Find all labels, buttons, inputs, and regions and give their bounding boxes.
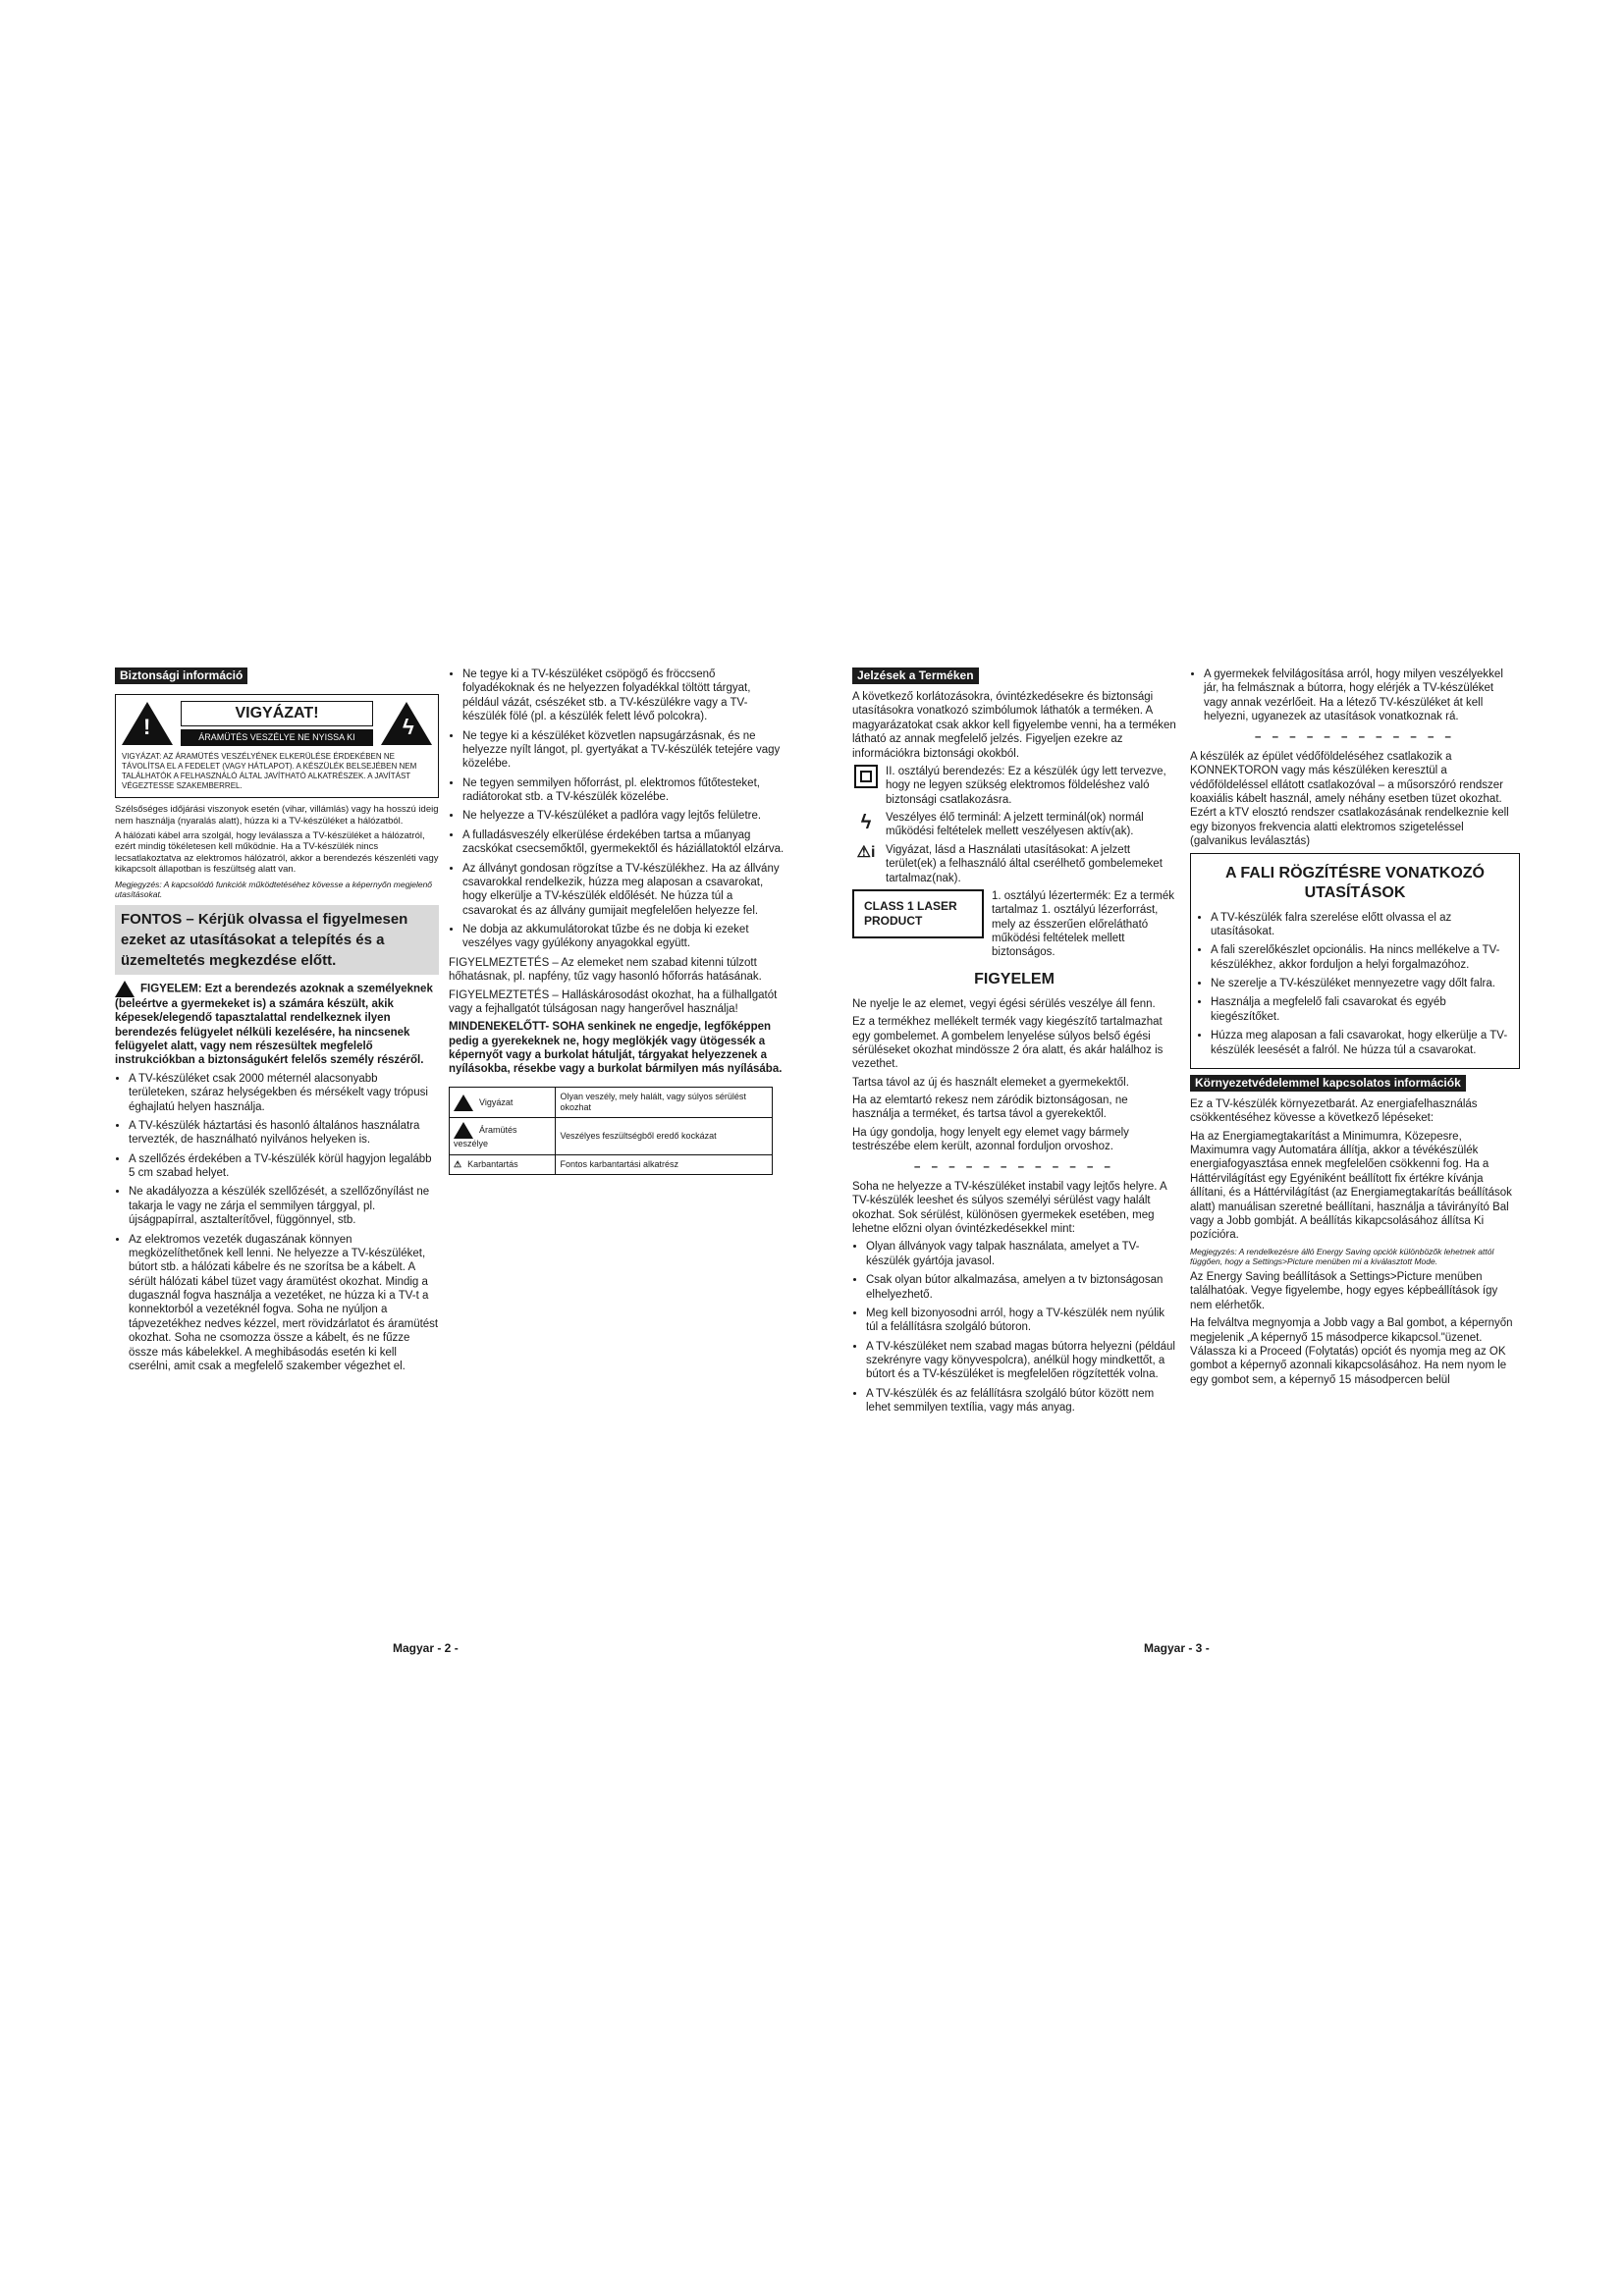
symbol-row	[852, 811, 1176, 839]
symbol-legend-table	[449, 1087, 773, 1175]
table-row	[450, 1087, 773, 1118]
exclamation-triangle-icon: !	[122, 702, 173, 745]
list-item: • Húzza meg alaposan a fali csavarokat, hogy elkerülje a TV-készülék leesését a falról. Ne húzza túl a csavarokat.	[1211, 1029, 1513, 1057]
symbol-desc: Vigyázat, lásd a Használati utasításokat: A jelzett terület(ek) a felhasználó által cserélhető gombelemeket tartalmaz(nak).	[886, 843, 1163, 884]
list-item: • Használja a megfelelő fali csavarokat és egyéb kiegészítőket.	[1211, 995, 1513, 1024]
page-number-left: Magyar - 2 -	[393, 1641, 459, 1655]
column-3	[852, 667, 1176, 1420]
list-item: • Ne tegyen semmilyen hőforrást, pl. elektromos fűtőtesteket, radiátorokat stb. a TV-készülék közelébe.	[462, 776, 787, 805]
lightning-icon: ϟ	[860, 812, 872, 833]
paragraph: A hálózati kábel arra szolgál, hogy leválassza a TV-készüléket a hálózatról, ezért mindig tökéletesen kell működnie. Ha a TV-készülék nincs lecsatlakoztatva az elektromos hálózatról, akkor a berendezés készenléti vagy kikapcsolt állapotban is feszültség alatt van.	[115, 830, 439, 876]
symbol-row	[852, 889, 1176, 960]
legend-desc: Veszélyes feszültségből eredő kockázat	[556, 1118, 773, 1154]
legend-desc: Olyan veszély, mely halált, vagy súlyos sérülést okozhat	[556, 1087, 773, 1118]
symbol-desc: 1. osztályú lézertermék: Ez a termék tartalmaz 1. osztályú lézerforrást, mely az ésszerűen előrelátható működési feltételek mellett biztonságos.	[992, 889, 1174, 959]
list-item: • A fali szerelőkészlet opcionális. Ha nincs mellékelve a TV-készülékhez, akkor forduljon a helyi forgalmazóhoz.	[1211, 943, 1513, 972]
list-item: • Ne szerelje a TV-készüléket mennyezetre vagy dőlt falra.	[1211, 977, 1513, 990]
paragraph: Ez a TV-készülék környezetbarát. Az energiafelhasználás csökkentéséhez kövesse a következő lépéseket:	[1190, 1097, 1478, 1125]
shock-icon	[454, 1122, 473, 1139]
wall-mount-heading: A FALI RÖGZÍTÉSRE VONATKOZÓ UTASÍTÁSOK	[1225, 864, 1485, 901]
legend-label: Áramütés veszélye	[450, 1118, 556, 1154]
paragraph: Ha az elemtartó rekesz nem záródik biztonságosan, ne használja a terméket, és tartsa távol a gyerekektől.	[852, 1095, 1128, 1121]
list-item: • Ne helyezze a TV-készüléket a padlóra vagy lejtős felületre.	[462, 809, 787, 823]
paragraph: Ha az Energiamegtakarítást a Minimumra, Közepesre, Maximumra vagy Automatára állítja, akkor a tévékészülék energiafogyasztása ennek megfelelően csökkenni fog. Ha a Háttérvilágítást egy Egyéniként beállított fix értékre kívánja állítani, és a Háttérvilágítást (az Energiamegtakarítás beállítások alatt) manuálisan szeretné beállítani, használja a távirányító Bal vagy a Jobb gombját. A beállítás kikapcsolásához állítsa Ki pozícióra.	[1190, 1130, 1512, 1242]
bullet-list	[1197, 911, 1513, 1057]
column-2	[449, 667, 787, 1175]
list-item: • Meg kell bizonyosodni arról, hogy a TV-készülék nem nyúlik túl a felállításra szolgáló bútoron.	[866, 1307, 1176, 1335]
page-number-right: Magyar - 3 -	[1144, 1641, 1210, 1655]
list-item: • A TV-készülék falra szerelése előtt olvassa el az utasításokat.	[1211, 911, 1513, 939]
table-row	[450, 1154, 773, 1174]
section-heading-safety: Biztonsági információ	[115, 667, 247, 684]
table-row	[450, 1118, 773, 1154]
paragraph: Ha felváltva megnyomja a Jobb vagy a Bal gombot, a képernyőn megjelenik „A képernyő 15 másodperce kikapcsol."üzenet. Válassza ki a Proceed (Folytatás) opciót és nyomja meg az OK gombot a képernyő azonnali kikapcsolásához. Ha nem nyom le egy gombot sem, a képernyő 15 másodpercen belül	[1190, 1317, 1513, 1386]
important-notice: FONTOS – Kérjük olvassa el figyelmesen ezeket az utasításokat a telepítés és a üzemeltetés megkezdése előtt.	[115, 905, 439, 975]
maintenance-icon: ⚠	[454, 1158, 462, 1169]
paragraph: A következő korlátozásokra, óvintézkedésekre és biztonsági utasításokra vonatkozó szimbólumok láthatók a terméken. A magyarázatokat csak akkor kell figyelembe venni, ha a terméken látható az annak megfelelő jelzés. Figyeljen ezekre az információkra biztonsági okokból.	[852, 691, 1176, 760]
paragraph: Ne nyelje le az elemet, vegyi égési sérülés veszélye áll fenn.	[852, 997, 1156, 1010]
list-item: • Olyan állványok vagy talpak használata, amelyet a TV-készülék gyártója javasol.	[866, 1240, 1176, 1268]
list-item: • Ne akadályozza a készülék szellőzését, a szellőzőnyílást ne takarja le vagy ne zárja el semmilyen tárggyal, pl. újságpapírral, asztalterítővel, függönnyel, stb.	[129, 1185, 439, 1227]
section-heading-markings: Jelzések a Terméken	[852, 667, 979, 684]
list-item: • Az elektromos vezeték dugaszának könnyen megközelíthetőnek kell lenni. Ne helyezze a TV-készüléket, bútort stb. a hálózati kábelre és ne szorítsa be a kábelt. A sérült hálózati kábel tüzet vagy áramütést okozhat. Mindig a dugasznál fogva használja a vezetéket, ne húzza ki a TV-t a konnektorból a vezetéknél fogva. Soha ne nyúljon a tápvezetékhez nedves kézzel, mert rövidzárlatot és áramütést okozhat. Soha ne csomozza össze a kábelt, és ne fűzze össze más kábelekkel. A meghibásodás esetén ki kell cserélni, amit csak a megfelelő szakember végezhet el.	[129, 1233, 439, 1374]
list-item: • Csak olyan bútor alkalmazása, amelyen a tv biztonságosan elhelyezhető.	[866, 1273, 1176, 1302]
paragraph: FIGYELMEZTETÉS – Az elemeket nem szabad kitenni túlzott hőhatásnak, pl. napfény, tűz vagy hasonló hőforrás hatásának.	[449, 956, 762, 984]
paragraph: FIGYELMEZTETÉS – Halláskárosodást okozhat, ha a fülhallgatót vagy a fejhallgatót túlságosan nagy hangerővel használja!	[449, 988, 778, 1015]
info-warning-icon: ⚠i	[856, 843, 876, 861]
caution-icon	[454, 1095, 473, 1111]
paragraph: Az Energy Saving beállítások a Settings>Picture menüben találhatóak. Vegye figyelembe, hogy egyes képbeállítások így nem elérhetők.	[1190, 1271, 1498, 1311]
bullet-list	[449, 667, 787, 951]
bullet-list	[1190, 667, 1520, 724]
symbol-row	[852, 843, 1176, 885]
wall-mount-box	[1190, 853, 1520, 1069]
bullet-list	[115, 1072, 439, 1374]
list-item: • A TV-készüléket nem szabad magas bútorra helyezni (például szekrényre vagy könyvespolcra), anélkül hogy mindkettőt, a bútort és a TV-készüléket is megfelelően rögzítették volna.	[866, 1340, 1176, 1382]
lightning-triangle-icon: ϟ	[381, 702, 432, 745]
caution-paragraph: FIGYELEM: Ezt a berendezés azoknak a személyeknek (beleértve a gyermekeket is) a számára készült, akik képesek/elegendő tapasztalattal rendelkeznek ilyen berendezés felügyelet nélküli kezelésére, ha nincsenek felügyelet alatt, vagy nem részesültek megfelelő instrukciókban a biztonságukért felelős személy részéről.	[115, 981, 439, 1068]
list-item: • A TV-készüléket csak 2000 méternél alacsonyabb területeken, száraz helységekben és mérsékelt vagy trópusi éghajlatú helyen használja.	[129, 1072, 439, 1114]
paragraph: Ez a termékhez mellékelt termék vagy kiegészítő tartalmazhat egy gombelemet. A gombelem lenyelése súlyos belső égési sérüléseket okozhat mindössze 2 óra alatt, és akár halálhoz is vezethet.	[852, 1016, 1164, 1071]
note: Megjegyzés: A kapcsolódó funkciók működtetéséhez kövesse a képernyőn megjelenő utasításokat.	[115, 879, 433, 899]
list-item: • Ne tegye ki a készüléket közvetlen napsugárzásnak, és ne helyezze nyílt lángot, pl. gyertyákat a TV-készülék tetejére vagy közelébe.	[462, 729, 787, 772]
divider: – – – – – – – – – – – –	[1255, 730, 1455, 743]
caution-icon	[115, 981, 135, 997]
list-item: • A TV-készülék háztartási és hasonló általános használatra tervezték, de használható nyilvános helyeken is.	[129, 1119, 439, 1148]
paragraph: Ha úgy gondolja, hogy lenyelt egy elemet vagy bármely testrészébe elem került, azonnal forduljon orvoshoz.	[852, 1126, 1129, 1153]
symbol-desc: II. osztályú berendezés: Ez a készülék úgy lett tervezve, hogy ne legyen szükség elektromos földeléshez való biztonsági csatlakozásra.	[886, 765, 1166, 806]
paragraph: MINDENEKELŐTT- SOHA senkinek ne engedje, legfőképpen pedig a gyerekeknek ne, hogy meglökjék vagy ütögessék a képernyőt vagy a burkolat hátulját, tárgyakat helyezzenek a nyílásokba, résekbe vagy a burkolat bármilyen más nyílásába.	[449, 1021, 783, 1076]
list-item: • A fulladásveszély elkerülése érdekében tartsa a műanyag zacskókat csecsemőktől, gyermekektől és háziállatoktól elzárva.	[462, 828, 787, 857]
list-item: • Ne tegye ki a TV-készüléket csöpögő és fröccsenő folyadékoknak és ne helyezzen folyadékkal töltött tárgyat, például vázát, csészéket stb. a TV-készülékre vagy a TV-készülék fölé (pl. a készülék felett lévő polcokra).	[462, 667, 787, 724]
paragraph: Soha ne helyezze a TV-készüléket instabil vagy lejtős helyre. A TV-készülék leeshet és súlyos személyi sérülést vagy halált okozhat. Sok sérülést, különösen gyermekek esetében, meg lehetne előzni olyan óvintézkedésekkel mint:	[852, 1180, 1167, 1235]
legend-label: ⚠ Karbantartás	[450, 1154, 556, 1174]
list-item: • Az állványt gondosan rögzítse a TV-készülékhez. Ha az állvány csavarokkal rendelkezik, húzza meg alaposan a csavarokat, hogy elkerülje a TV-készülék eldőlését. Ne húzza túl a csavarokat és az állvány gumijait megfelelően helyezze fel.	[462, 862, 787, 919]
column-1	[115, 667, 439, 1378]
warning-box	[115, 694, 439, 798]
warning-heading: FIGYELEM	[974, 970, 1055, 988]
section-heading-environment: Környezetvédelemmel kapcsolatos információk	[1190, 1075, 1466, 1092]
warning-text: VIGYÁZAT: AZ ÁRAMÜTÉS VESZÉLYÉNEK ELKERÜLÉSE ÉRDEKÉBEN NE TÁVOLÍTSA EL A FEDELET (VAGY HÁTLAPOT). A KÉSZÜLÉK BELSEJÉBEN NEM TALÁLHATÓK A FELHASZNÁLÓ ÁLTAL JAVÍTHATÓ ALKATRÉSZEK. A JAVÍTÁST VÉGEZTESSE SZAKEMBERREL.	[122, 752, 417, 791]
list-item: • A szellőzés érdekében a TV-készülék körül hagyjon legalább 5 cm szabad helyet.	[129, 1152, 439, 1181]
list-item: • Ne dobja az akkumulátorokat tűzbe és ne dobja ki ezeket veszélyes vagy gyúlékony anyagokkal együtt.	[462, 923, 787, 951]
divider: – – – – – – – – – – – –	[914, 1160, 1114, 1173]
symbol-desc: Veszélyes élő terminál: A jelzett terminál(ok) normál működési feltételek mellett veszélyesen aktív(ak).	[886, 812, 1144, 838]
list-item: • A gyermekek felvilágosítása arról, hogy milyen veszélyekkel jár, ha felmásznak a bútorra, hogy elérjék a TV-készüléket vagy annak vezérlőeit. Ha a létező TV-készüléket át kell helyezni, ugyanezek az utasítások vonatkoznak rá.	[1204, 667, 1520, 724]
warning-title: VIGYÁZAT!	[181, 701, 373, 726]
paragraph: Tartsa távol az új és használt elemeket a gyermekektől.	[852, 1076, 1129, 1089]
warning-subtitle: ÁRAMÜTÉS VESZÉLYE NE NYISSA KI	[181, 729, 373, 746]
legend-desc: Fontos karbantartási alkatrész	[556, 1154, 773, 1174]
paragraph: A készülék az épület védőföldeléséhez csatlakozik a KONNEKTORON vagy más készüléken keresztül a védőföldeléssel ellátott csatlakozóval – a műsorszóró rendszer koaxiális kábelt használ, amely néhány esetben tüzet okozhat. Ezért a kTV elosztó rendszer csatlakozásának rendelkeznie kell egy bizonyos frekvencia alatti elektromos szigeteléssel (galvanikus leválasztás)	[1190, 750, 1509, 848]
laser-label: CLASS 1 LASER PRODUCT	[852, 889, 984, 938]
column-4	[1190, 667, 1520, 1391]
paragraph: Szélsőséges időjárási viszonyok esetén (vihar, villámlás) vagy ha hosszú ideig nem használja (nyaralás alatt), húzza ki a TV-készüléket a hálózatból.	[115, 804, 439, 827]
legend-label: Vigyázat	[450, 1087, 556, 1118]
list-item: • A TV-készülék és az felállításra szolgáló bútor között nem lehet semmilyen textília, vagy más anyag.	[866, 1387, 1176, 1415]
symbol-row	[852, 765, 1176, 807]
class-ii-icon	[854, 765, 878, 788]
note: Megjegyzés: A rendelkezésre álló Energy Saving opciók különbözők lehetnek attól függően, hogy a Settings>Picture menüben mi a kiválasztott Mode.	[1190, 1246, 1494, 1266]
bullet-list	[852, 1240, 1176, 1415]
